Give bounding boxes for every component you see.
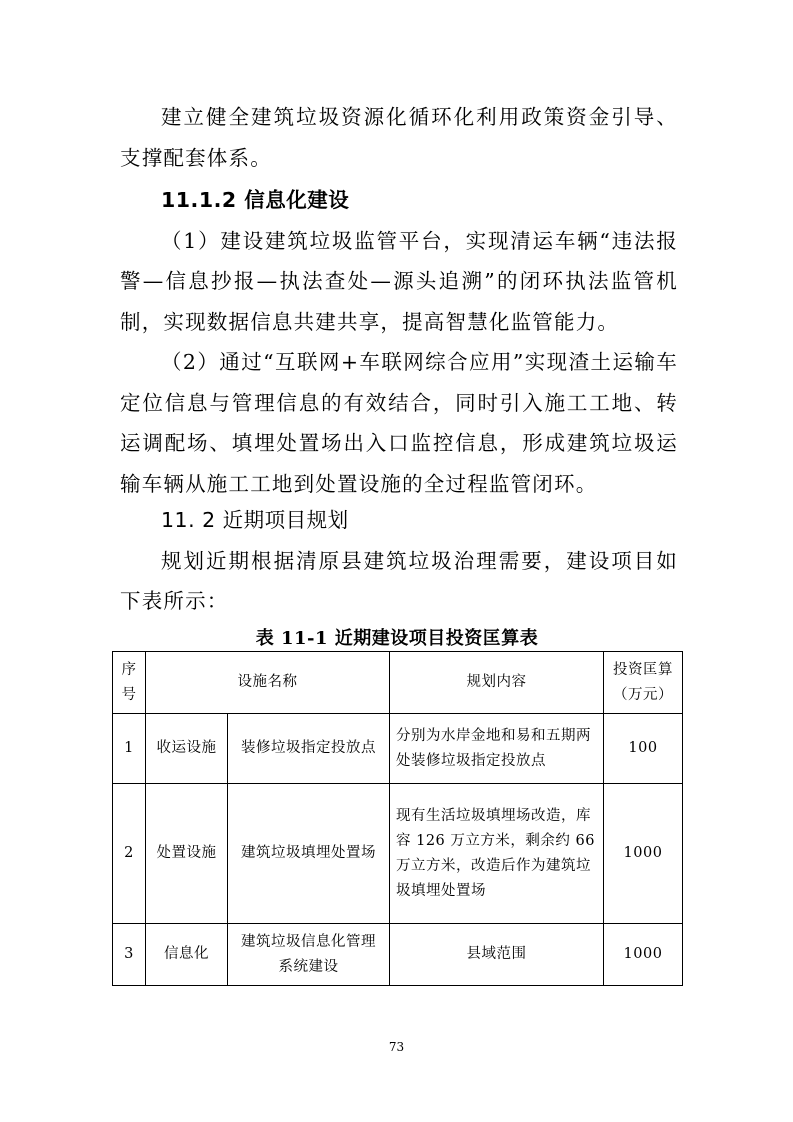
row-category: 处置设施: [146, 784, 228, 924]
body-text-top: [120, 97, 678, 178]
row-no: 3: [113, 924, 146, 986]
row-name: 装修垃圾指定投放点: [228, 714, 390, 784]
row-category: 收运设施: [146, 714, 228, 784]
header-no: 序号: [113, 652, 146, 714]
paragraph-platform: （1）建设建筑垃圾监管平台，实现清运车辆“违法报警—信息抄报—执法查处—源头追溯”的闭环执法监管机制，实现数据信息共建共享，提高智慧化监管能力。: [120, 228, 678, 334]
row-content: 分别为水岸金地和易和五期两处装修垃圾指定投放点: [390, 714, 604, 784]
table-header-row: [113, 652, 683, 714]
row-investment: 1000: [604, 924, 683, 986]
investment-table: [112, 651, 683, 986]
page-number: 73: [388, 1040, 405, 1054]
row-no: 2: [113, 784, 146, 924]
row-content: 现有生活垃圾填埋场改造，库容 126 万立方米，剩余约 66 万立方米，改造后作为建筑垃圾填埋处置场: [390, 784, 604, 924]
row-no: 1: [113, 714, 146, 784]
row-investment: 100: [604, 714, 683, 784]
row-name: 建筑垃圾填埋处置场: [228, 784, 390, 924]
table-row: [113, 924, 683, 986]
header-investment: 投资匡算（万元）: [604, 652, 683, 714]
row-content: 县域范围: [390, 924, 604, 986]
paragraph-policy: 建立健全建筑垃圾资源化循环化利用政策资金引导、支撑配套体系。: [120, 105, 678, 170]
table-row: [113, 714, 683, 784]
section-heading-11-2: 11. 2 近期项目规划: [161, 508, 349, 532]
row-name: 建筑垃圾信息化管理系统建设: [228, 924, 390, 986]
table-row: [113, 784, 683, 924]
table-caption: 表 11-1 近期建设项目投资匡算表: [255, 628, 539, 649]
row-investment: 1000: [604, 784, 683, 924]
paragraph-project-intro: 规划近期根据清原县建筑垃圾治理需要，建设项目如下表所示：: [120, 548, 678, 613]
row-category: 信息化: [146, 924, 228, 986]
section-heading-11-1-2: 11.1.2 信息化建设: [161, 188, 350, 212]
header-content: 规划内容: [390, 652, 604, 714]
section-recent-projects: [120, 500, 678, 622]
header-facility: 设施名称: [146, 652, 390, 714]
section-information: [120, 180, 678, 504]
paragraph-vehicle-network: （2）通过“互联网+车联网综合应用”实现渣土运输车定位信息与管理信息的有效结合，同时引入施工工地、转运调配场、填埋处置场出入口监控信息，形成建筑垃圾运输车辆从施工工地到处置设施的全过程监管闭环。: [120, 350, 678, 496]
